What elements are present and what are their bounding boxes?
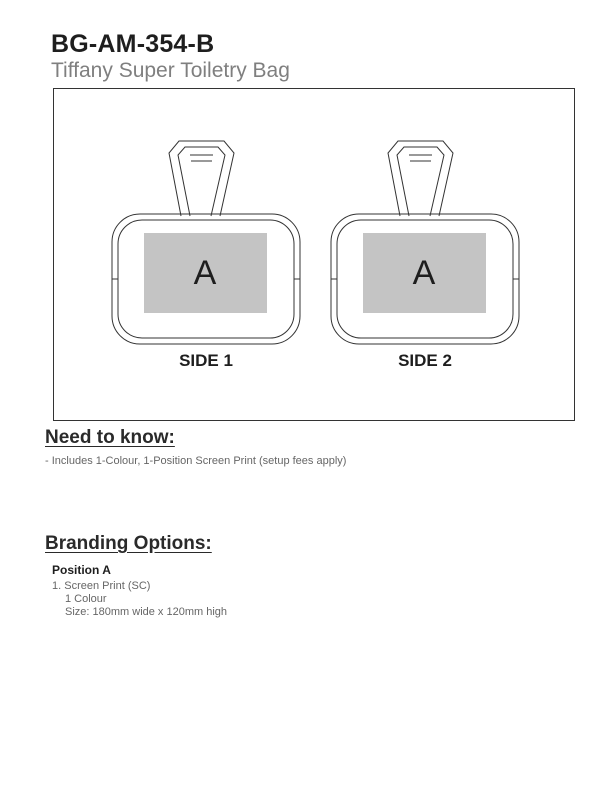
bag-diagram (54, 89, 576, 422)
product-name: Tiffany Super Toiletry Bag (51, 59, 290, 82)
side-1-label: SIDE 1 (179, 351, 233, 370)
product-code: BG-AM-354-B (51, 30, 215, 58)
print-size: Size: 180mm wide x 120mm high (65, 606, 228, 618)
product-diagram-frame (53, 88, 575, 421)
print-colours: 1 Colour (65, 593, 107, 605)
print-area-label-side-1: A (193, 254, 217, 292)
need-to-know-heading: Need to know: (45, 427, 175, 448)
side-2-label: SIDE 2 (398, 351, 452, 370)
print-method: 1. Screen Print (SC) (52, 580, 151, 592)
need-to-know-text: - Includes 1-Colour, 1-Position Screen Print (setup fees apply) (45, 455, 347, 467)
position-title: Position A (52, 563, 111, 577)
print-area-label-side-2: A (412, 254, 436, 292)
branding-options-heading: Branding Options: (45, 533, 212, 554)
